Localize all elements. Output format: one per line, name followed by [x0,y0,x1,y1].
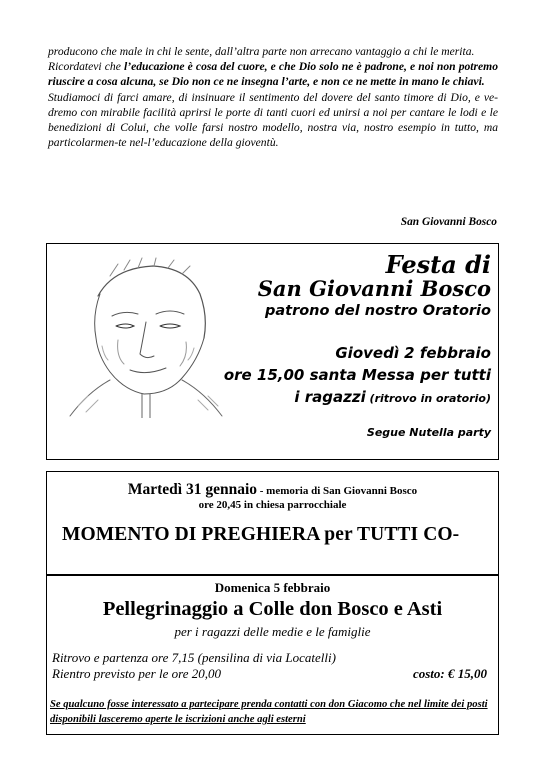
memoria-time: ore 20,45 in chiesa parrocchiale [198,499,347,511]
festa-audience-note: (ritrovo in oratorio) [365,392,491,405]
pellegrinaggio-departure: Ritrovo e partenza ore 7,15 (pensilina di via Locatelli) [52,650,336,665]
festa-title-line-1: Festa di [385,250,491,279]
portrait-illustration [58,256,228,418]
festa-mass-time: ore 15,00 santa Messa per tutti [223,366,491,384]
festa-audience-main: i ragazzi [294,388,366,406]
memoria-date: Martedì 31 gennaio [127,481,258,498]
festa-date: Giovedì 2 febbraio [335,344,491,362]
quote-p2-start: Ricordatevi che [48,60,124,74]
memoria-heading [46,481,499,499]
festa-audience [294,388,491,406]
pellegrinaggio-notice: Se qualcuno fosse interessato a partecipare prenda contatti con don Giacomo che nel limite dei posti disponibili lasceremo aperte le iscrizioni anche agli esterni [50,699,488,725]
pellegrinaggio-title: Pellegrinaggio a Colle don Bosco e Asti [102,598,443,620]
memoria-desc: - memoria di San Giovanni Bosco [257,485,418,497]
festa-title-line-2: San Giovanni Bosco [257,276,491,301]
memoria-headline: MOMENTO DI PREGHIERA per TUTTI CO- [62,524,460,545]
festa-note: Segue Nutella party [366,426,491,439]
quote-text [48,44,498,150]
quote-p2-bold: l’educazione è cosa del cuore, e che Dio solo ne è padrone, e noi non potremo riuscire a cosa alcuna, se Dio non ce ne insegna l’arte, e non ce ne mette in mano le chiavi. [48,60,498,89]
pellegrinaggio-audience: per i ragazzi delle medie e le famiglie [174,624,371,639]
quote-paragraph-2 [48,59,498,89]
festa-subtitle: patrono del nostro Oratorio [264,303,491,319]
quote-signature: San Giovanni Bosco [400,216,497,228]
pellegrinaggio-date: Domenica 5 febbraio [214,580,331,595]
pellegrinaggio-return: Rientro previsto per le ore 20,00 [52,666,221,681]
quote-line-1: producono che male in chi le sente, dall’altra parte non arrecano vantaggio a chi le merita. [48,45,475,58]
pellegrinaggio-cost: costo: € 15,00 [412,666,487,681]
quote-paragraph-3: Studiamoci di farci amare, di insinuare il sentimento del dovere del santo timore di Dio, e ve-dremo con mirabile facilità aprirsi le porte di tanti cuori ed unirsi a noi per cantare le lodi e le benedizioni di Colui, che volle farsi nostro modello, nostra via, nostro esempio in tutto, ma particolarmen-te nel-l’educazione della gioventù. [48,90,498,150]
